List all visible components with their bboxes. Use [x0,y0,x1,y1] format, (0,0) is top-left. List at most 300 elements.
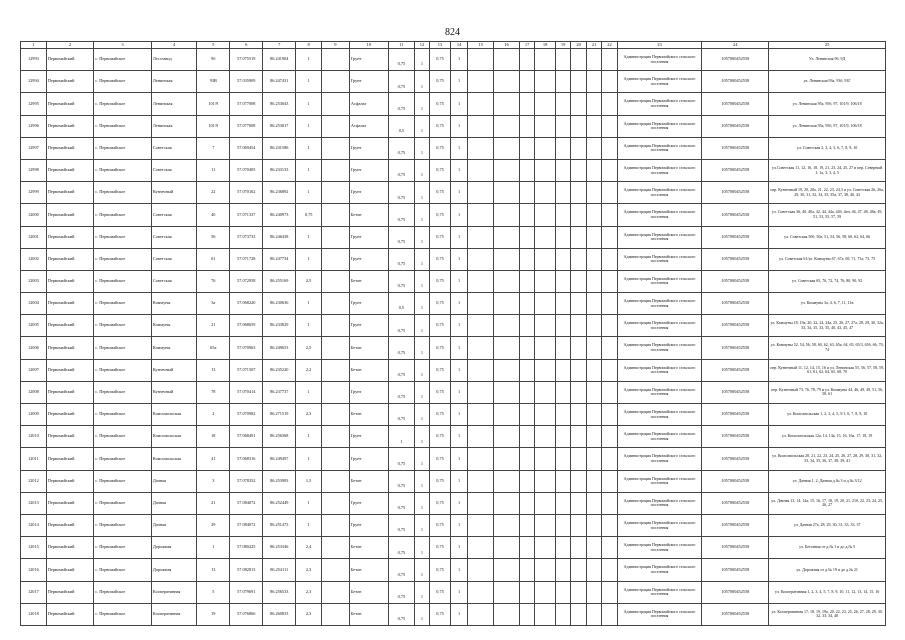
cell-loc: с. Первомайское [94,337,152,359]
cell-empty [586,204,601,226]
cell-s4: 1 [450,337,468,359]
cell-s1: 1 [389,426,415,448]
cell-empty [494,71,520,93]
cell-empty [602,137,617,159]
column-number-header: 3 [94,42,152,49]
cell-org: Администрация Первомайского сельского поселения [617,293,702,315]
cell-dist: Первомайский [46,470,93,492]
column-number-header: 19 [555,42,570,49]
cell-empty [555,337,570,359]
cell-empty [494,381,520,403]
cell-cnt: 2,3 [296,581,322,603]
cell-s3: 0,75 [430,270,451,292]
cell-house: 13 [197,559,230,581]
cell-dist: Первомайский [46,559,93,581]
cell-lon: 86.247734 [263,248,296,270]
cell-lon: 86.230636 [263,293,296,315]
cell-empty [535,182,556,204]
cell-s3: 0,75 [430,470,451,492]
cell-area [322,248,350,270]
cell-lat: 57.070982 [230,404,263,426]
cell-empty [468,492,494,514]
cell-empty [494,337,520,359]
cell-lon: 86.271519 [263,404,296,426]
cell-empty [586,581,601,603]
cell-addr: ул. Комсомольская 20, 21, 22, 23, 24, 25, 26, 27, 28, 29, 30, 31, 32, 33, 34, 35, 36, 37, 38, 39, 41 [769,448,886,470]
cell-lat: 57.073733 [230,226,263,248]
cell-org: Администрация Первомайского сельского поселения [617,49,702,71]
cell-empty [519,492,534,514]
cell-house: 56 [197,226,230,248]
cell-empty [555,537,570,559]
table-row [21,381,886,403]
cell-cover: Бетон [349,537,388,559]
cell-s4: 1 [450,159,468,181]
table-row [21,49,886,71]
cell-area [322,404,350,426]
cell-loc: с. Первомайское [94,315,152,337]
cell-addr: Ул. Ленинская 9б, 9Д [769,49,886,71]
table-row [21,315,886,337]
cell-empty [519,293,534,315]
cell-house: 2 [197,404,230,426]
cell-s3: 0,75 [430,115,451,137]
cell-lon: 86.254111 [263,559,296,581]
cell-empty [571,115,586,137]
cell-s4: 1 [450,115,468,137]
cell-org: Администрация Первомайского сельского поселения [617,448,702,470]
cell-s4: 1 [450,492,468,514]
cell-inn: 1057000452558 [702,514,769,536]
cell-empty [571,204,586,226]
column-number-header: 6 [230,42,263,49]
cell-cover: Грунт [349,514,388,536]
cell-empty [468,559,494,581]
cell-cover: Грунт [349,159,388,181]
cell-empty [586,293,601,315]
cell-s1: 0,75 [389,71,415,93]
table-row [21,226,886,248]
cell-empty [519,71,534,93]
cell-empty [494,470,520,492]
cell-cover: Грунт [349,293,388,315]
cell-house: 3 [197,470,230,492]
cell-empty [535,137,556,159]
table-row [21,448,886,470]
cell-inn: 1057000452558 [702,426,769,448]
cell-empty [555,581,570,603]
cell-street: Кузнечный [151,359,196,381]
column-number-header: 22 [602,42,617,49]
cell-empty [519,581,534,603]
cell-lon: 86.235220 [263,359,296,381]
cell-dist: Первомайский [46,226,93,248]
cell-empty [571,603,586,625]
cell-empty [571,559,586,581]
cell-empty [535,71,556,93]
cell-s2: 1 [414,204,429,226]
column-number-header: 12 [414,42,429,49]
cell-n: 12007 [21,359,47,381]
cell-area [322,270,350,292]
cell-s2: 1 [414,470,429,492]
cell-empty [535,470,556,492]
cell-loc: с. Первомайское [94,537,152,559]
table-row [21,404,886,426]
cell-addr: ул. Бетонная от д.№ 1 и до д.№ 5 [769,537,886,559]
cell-cnt: 1 [296,426,322,448]
cell-street: Комсомольская [151,448,196,470]
cell-empty [602,270,617,292]
cell-cover: Бетон [349,581,388,603]
cell-inn: 1057000452558 [702,182,769,204]
cell-n: 12993 [21,49,47,71]
cell-n: 12011 [21,448,47,470]
cell-empty [468,115,494,137]
cell-inn: 1057000452558 [702,159,769,181]
table-row [21,71,886,93]
cell-s2: 1 [414,115,429,137]
cell-house: 61 [197,248,230,270]
cell-empty [555,204,570,226]
cell-empty [494,182,520,204]
cell-empty [535,426,556,448]
cell-house: 3а [197,293,230,315]
cell-s4: 1 [450,270,468,292]
cell-s4: 1 [450,315,468,337]
cell-empty [571,315,586,337]
cell-s2: 1 [414,293,429,315]
cell-s4: 1 [450,93,468,115]
table-row [21,337,886,359]
cell-dist: Первомайский [46,49,93,71]
column-number-header: 1 [21,42,47,49]
cell-empty [555,381,570,403]
table-row [21,514,886,536]
cell-street: Советская [151,159,196,181]
cell-lon: 86.237737 [263,381,296,403]
cell-lat: 57.068659 [230,315,263,337]
cell-empty [586,71,601,93]
cell-empty [586,359,601,381]
cell-org: Администрация Первомайского сельского поселения [617,559,702,581]
cell-s1: 0,75 [389,603,415,625]
cell-cnt: 2,5 [296,270,322,292]
cell-lat: 57.084072 [230,492,263,514]
cell-empty [535,293,556,315]
cell-cnt: 2,2 [296,359,322,381]
cell-empty [535,404,556,426]
cell-empty [555,270,570,292]
cell-lon: 86.251473 [263,514,296,536]
cell-empty [555,226,570,248]
cell-empty [468,581,494,603]
cell-area [322,315,350,337]
cell-s1: 0,75 [389,537,415,559]
cell-s2: 1 [414,359,429,381]
cell-cover: Грунт [349,71,388,93]
cell-empty [494,448,520,470]
cell-s3: 0,75 [430,603,451,625]
cell-org: Администрация Первомайского сельского поселения [617,137,702,159]
cell-empty [602,381,617,403]
table-row [21,248,886,270]
cell-s2: 1 [414,226,429,248]
cell-empty [468,514,494,536]
cell-house: 5 [197,581,230,603]
cell-loc: с. Первомайское [94,293,152,315]
cell-s2: 1 [414,514,429,536]
cell-house: 21 [197,315,230,337]
cell-empty [535,49,556,71]
cell-s1: 0,75 [389,49,415,71]
cell-s3: 0,75 [430,448,451,470]
cell-n: 12000 [21,204,47,226]
cell-empty [571,337,586,359]
cell-lon: 86.240973 [263,204,296,226]
cell-n: 12017 [21,581,47,603]
table-row [21,359,886,381]
cell-loc: с. Первомайское [94,404,152,426]
cell-empty [586,381,601,403]
cell-inn: 1057000452558 [702,270,769,292]
cell-empty [494,226,520,248]
cell-area [322,492,350,514]
cell-empty [602,559,617,581]
cell-s2: 1 [414,581,429,603]
cell-s3: 0,75 [430,49,451,71]
cell-lon: 86.249653 [263,337,296,359]
cell-empty [494,404,520,426]
cell-addr: ул. Дачная 27а, 28, 29, 30, 31, 33, 33, 37 [769,514,886,536]
cell-inn: 1057000452558 [702,315,769,337]
cell-area [322,559,350,581]
cell-empty [602,182,617,204]
cell-dist: Первомайский [46,293,93,315]
cell-empty [468,270,494,292]
cell-n: 12006 [21,337,47,359]
cell-addr: ул. Коммуны 3а, 4, 6, 7, 11, 11в [769,293,886,315]
cell-inn: 1057000452558 [702,404,769,426]
cell-area [322,226,350,248]
cell-org: Администрация Первомайского сельского поселения [617,359,702,381]
cell-area [322,337,350,359]
cell-n: 12016 [21,559,47,581]
cell-s4: 1 [450,559,468,581]
cell-lon: 86.253346 [263,537,296,559]
cell-empty [535,270,556,292]
cell-house: 76 [197,270,230,292]
column-number-header: 4 [151,42,196,49]
cell-empty [494,426,520,448]
cell-empty [535,514,556,536]
cell-dist: Первомайский [46,71,93,93]
cell-area [322,137,350,159]
cell-inn: 1057000452558 [702,559,769,581]
column-number-header: 16 [494,42,520,49]
table-row [21,182,886,204]
cell-s3: 0,75 [430,337,451,359]
cell-s1: 0,75 [389,248,415,270]
cell-empty [571,581,586,603]
cell-lat: 57.070414 [230,381,263,403]
cell-dist: Первомайский [46,404,93,426]
cell-house: 21 [197,492,230,514]
cell-s3: 0,75 [430,248,451,270]
cell-empty [586,115,601,137]
cell-empty [555,404,570,426]
cell-s3: 0,75 [430,93,451,115]
cell-cover: Грунт [349,492,388,514]
cell-s3: 0,75 [430,137,451,159]
cell-cnt: 1 [296,93,322,115]
cell-addr: ул. Советская 65, 76, 72, 74, 76, 80, 90, 92 [769,270,886,292]
cell-area [322,293,350,315]
cell-s3: 0,75 [430,226,451,248]
cell-loc: с. Первомайское [94,137,152,159]
cell-street: Комсомольская [151,426,196,448]
cell-loc: с. Первомайское [94,115,152,137]
cell-empty [602,93,617,115]
cell-dist: Первомайский [46,492,93,514]
cell-empty [571,248,586,270]
cell-house: 13 [197,359,230,381]
table-row [21,559,886,581]
cell-empty [555,182,570,204]
cell-s4: 1 [450,537,468,559]
cell-empty [519,470,534,492]
cell-area [322,182,350,204]
cell-dist: Первомайский [46,248,93,270]
cell-s1: 0,75 [389,337,415,359]
cell-lon: 86.253017 [263,115,296,137]
cell-n: 12997 [21,137,47,159]
cell-loc: с. Первомайское [94,359,152,381]
cell-empty [571,514,586,536]
cell-empty [519,93,534,115]
cell-empty [555,492,570,514]
cell-s2: 1 [414,426,429,448]
cell-s1: 0,75 [389,159,415,181]
cell-house: 19 [197,603,230,625]
cell-org: Администрация Первомайского сельского поселения [617,581,702,603]
cell-area [322,470,350,492]
cell-empty [468,293,494,315]
cell-lat: 57.077008 [230,93,263,115]
cell-lon: 86.249497 [263,448,296,470]
cell-lat: 57.070162 [230,182,263,204]
cell-empty [494,559,520,581]
cell-n: 12014 [21,514,47,536]
cell-s1: 0,75 [389,359,415,381]
cell-inn: 1057000452558 [702,137,769,159]
cell-empty [535,537,556,559]
cell-cnt: 1 [296,381,322,403]
cell-s3: 0,75 [430,204,451,226]
cell-empty [602,315,617,337]
table-row [21,470,886,492]
cell-empty [571,71,586,93]
cell-inn: 1057000452558 [702,359,769,381]
cell-lat: 57.079691 [230,581,263,603]
cell-s2: 1 [414,448,429,470]
cell-loc: с. Первомайское [94,270,152,292]
cell-n: 12002 [21,248,47,270]
cell-lat: 57.080225 [230,537,263,559]
cell-s3: 0,75 [430,404,451,426]
cell-s4: 1 [450,381,468,403]
cell-s1: 0,75 [389,226,415,248]
cell-s4: 1 [450,293,468,315]
cell-street: Ленинская [151,115,196,137]
cell-empty [519,514,534,536]
cell-street: Дачная [151,514,196,536]
cell-cover: Грунт [349,381,388,403]
cell-empty [571,537,586,559]
table-row [21,115,886,137]
cell-empty [519,204,534,226]
cell-s2: 1 [414,159,429,181]
cell-lat: 57.084072 [230,514,263,536]
cell-empty [571,226,586,248]
cell-s1: 0,75 [389,514,415,536]
cell-n: 12018 [21,603,47,625]
cell-area [322,159,350,181]
cell-empty [535,248,556,270]
cell-inn: 1057000452558 [702,603,769,625]
cell-empty [555,93,570,115]
cell-s3: 0,75 [430,581,451,603]
cell-addr: ул. Ленинская 95а, 95б, 97, 101/9, 106/18 [769,115,886,137]
cell-empty [535,448,556,470]
cell-empty [602,537,617,559]
cell-org: Администрация Первомайского сельского поселения [617,315,702,337]
cell-empty [555,71,570,93]
cell-street: Кузнечный [151,381,196,403]
cell-inn: 1057000452558 [702,381,769,403]
cell-lat: 57.069454 [230,137,263,159]
cell-cover: Грунт [349,426,388,448]
cell-addr: ул. Дорожная от д.№ 19 и до д.№ 21 [769,559,886,581]
cell-lat: 57.071728 [230,248,263,270]
cell-s2: 1 [414,315,429,337]
cell-empty [586,93,601,115]
cell-cover: Грунт [349,137,388,159]
cell-org: Администрация Первомайского сельского поселения [617,182,702,204]
cell-dist: Первомайский [46,514,93,536]
cell-street: Ленинская [151,71,196,93]
cell-dist: Первомайский [46,182,93,204]
cell-house: 11 [197,159,230,181]
cell-empty [602,426,617,448]
cell-empty [468,448,494,470]
cell-org: Администрация Первомайского сельского поселения [617,159,702,181]
cell-cover: Бетон [349,470,388,492]
cell-s3: 0,75 [430,492,451,514]
cell-empty [586,603,601,625]
cell-street: Кузнечный [151,182,196,204]
cell-addr: пер. Кузнечный 73, 76, 78, 79 и ул. Коммуны 44, 46, 49, 49, 51, 56, 58, 61 [769,381,886,403]
cell-cnt: 2,3 [296,404,322,426]
cell-inn: 1057000452558 [702,226,769,248]
cell-dist: Первомайский [46,603,93,625]
cell-s4: 1 [450,226,468,248]
cell-empty [555,603,570,625]
cell-empty [494,93,520,115]
registry-table [20,41,886,626]
cell-empty [468,315,494,337]
cell-dist: Первомайский [46,381,93,403]
